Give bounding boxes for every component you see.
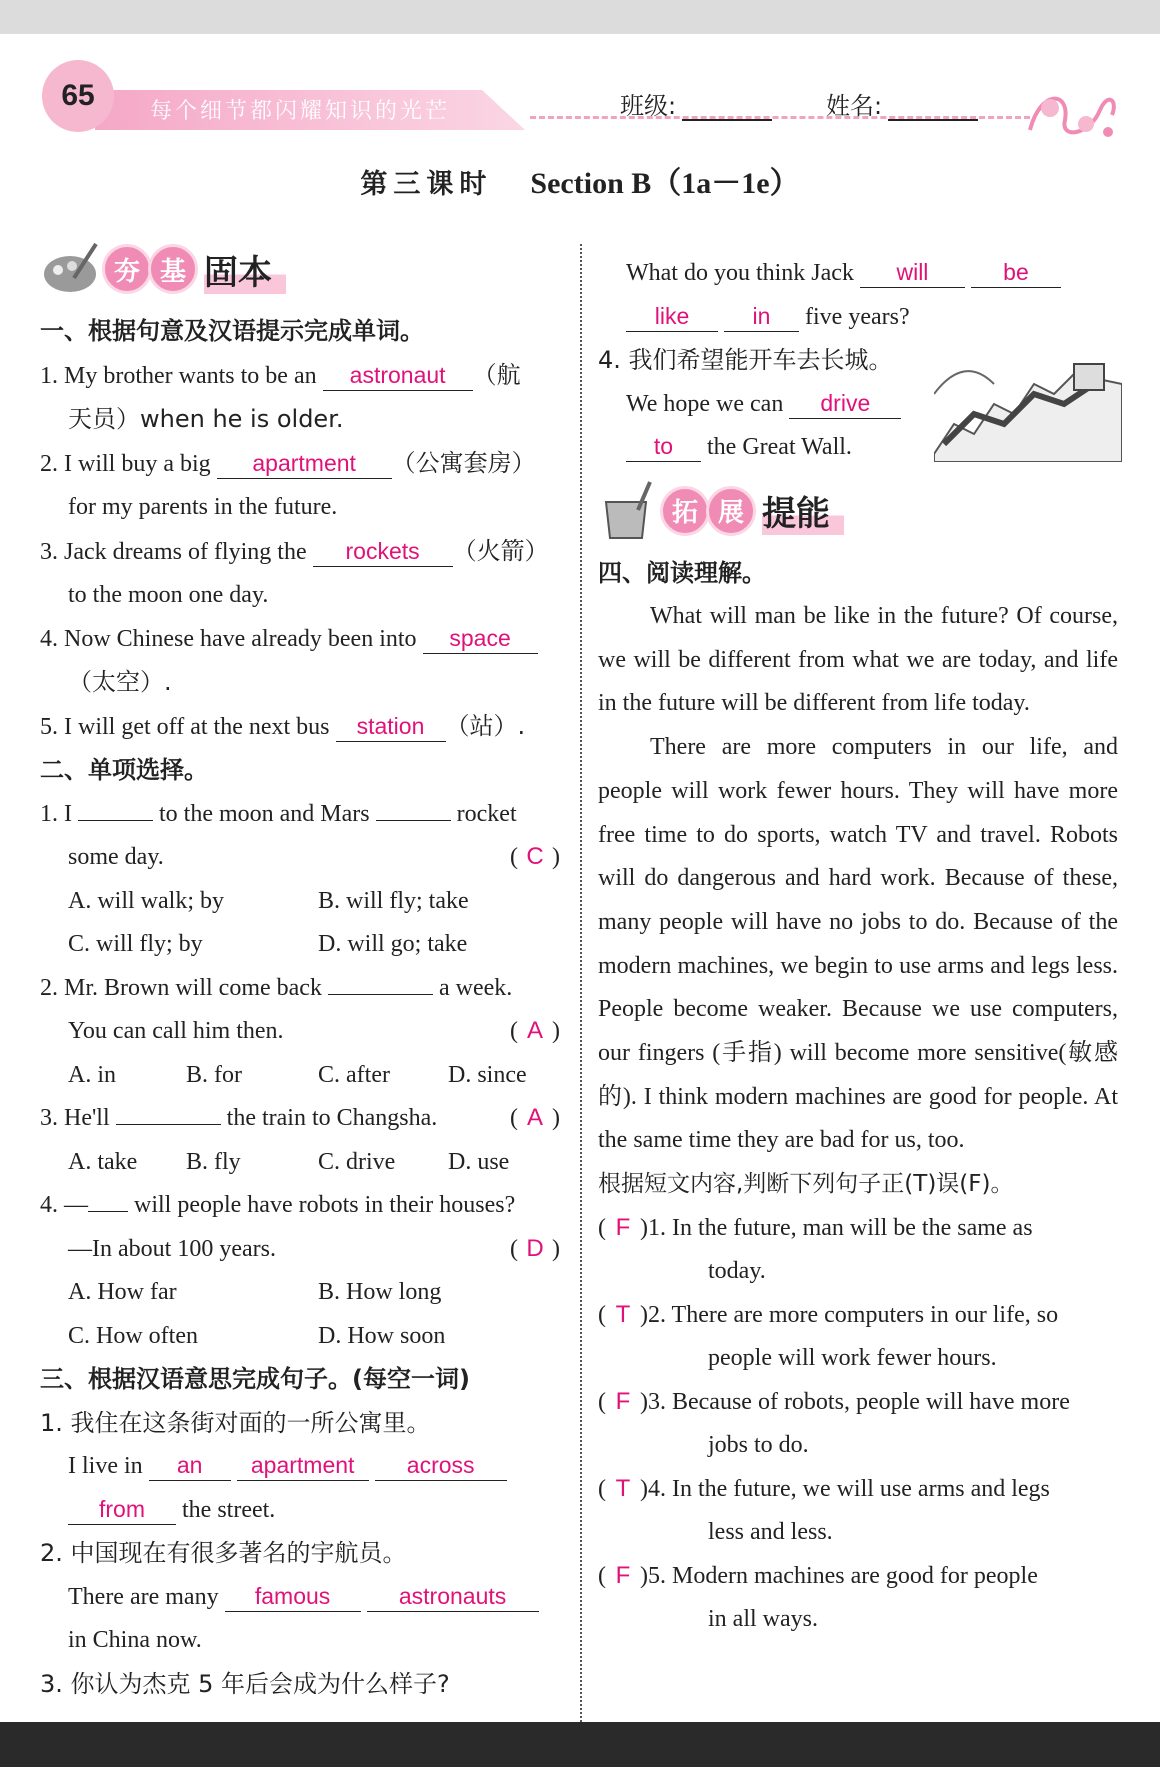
mc-answer[interactable]: A xyxy=(526,1017,543,1044)
p3-s3-pre: What do you think Jack xyxy=(626,260,854,286)
top-bar xyxy=(0,0,1160,34)
tf-text-cont: in all ways. xyxy=(708,1606,818,1633)
mc-q2-c: You can call him then. xyxy=(68,1018,284,1044)
answer-blank[interactable]: rockets xyxy=(313,536,453,567)
tf-text-cont: people will work fewer hours. xyxy=(708,1345,997,1372)
tf-item-1: ( F )1. In the future, man will be the same as xyxy=(598,1213,1033,1241)
name-field xyxy=(826,86,978,121)
option[interactable]: C. after xyxy=(318,1061,390,1088)
badge-char-2: 基 xyxy=(148,244,198,294)
part4-heading: 四、阅读理解。 xyxy=(598,558,766,587)
mc-q1-a: 1. I xyxy=(40,800,72,827)
p1-q4-text: 4. Now Chinese have already been into xyxy=(40,625,417,652)
mc-q2-a: 2. Mr. Brown will come back xyxy=(40,974,322,1001)
answer-blank[interactable]: be xyxy=(971,257,1061,288)
mc-q3-b: the train to Changsha. xyxy=(226,1105,438,1131)
p1-q5-hint: （站）. xyxy=(445,711,526,740)
answer-blank[interactable]: astronaut xyxy=(323,360,473,391)
mc-q4 xyxy=(40,1184,560,1228)
p3-s1-cn: 1. 我住在这条街对面的一所公寓里。 xyxy=(40,1408,431,1437)
reading-paragraph-1: What will man be like in the future? Of course, we will be different from what we are today, and life in the future will be different from life today. xyxy=(598,603,1118,717)
answer-blank[interactable]: famous xyxy=(225,1581,361,1612)
name-blank xyxy=(888,97,978,121)
mc-q2-b: a week. xyxy=(438,974,513,1001)
p1-item1-cont: 天员）when he is older. xyxy=(68,405,344,433)
answer-blank[interactable]: space xyxy=(423,623,538,654)
p3-s4-cn: 4. 我们希望能开车去长城。 xyxy=(598,346,893,374)
tf-text: )4. In the future, we will use arms and legs xyxy=(640,1475,1050,1502)
option[interactable]: C. will fly; by xyxy=(68,931,203,957)
mc-q1-b: to the moon and Mars xyxy=(159,800,370,827)
mc-q4-c: —In about 100 years. xyxy=(68,1235,276,1262)
bottom-bar xyxy=(0,1722,1160,1767)
page-title xyxy=(0,158,1160,202)
tf-item-4: ( T )4. In the future, we will use arms and legs xyxy=(598,1474,1050,1502)
p3-s3-cn: 3. 你认为杰克 5 年后会成为什么样子? xyxy=(40,1669,450,1698)
option[interactable]: B. will fly; take xyxy=(318,887,469,914)
option[interactable]: D. use xyxy=(448,1148,510,1175)
badge-char-1: 夯 xyxy=(102,244,152,294)
answer-blank[interactable]: like xyxy=(626,301,718,332)
p1-item2-cont: for my parents in the future. xyxy=(68,494,338,520)
tf-instruction: 根据短文内容,判断下列句子正(T)误(F)。 xyxy=(598,1171,1014,1198)
p1-q1-text: 1. My brother wants to be an xyxy=(40,362,317,389)
tf-text: )3. Because of robots, people will have more xyxy=(640,1388,1070,1415)
answer-blank[interactable]: across xyxy=(375,1450,507,1481)
p3-s1-post: the street. xyxy=(182,1496,276,1523)
p3-s3-en xyxy=(598,252,1118,296)
extension-badge xyxy=(598,476,1118,546)
tf-text-cont: today. xyxy=(708,1258,766,1285)
mc-answer[interactable]: D xyxy=(526,1234,544,1262)
p3-s4-pre: We hope we can xyxy=(626,390,784,417)
p3-s2-post: in China now. xyxy=(68,1627,202,1653)
mc-q3-opts xyxy=(40,1141,560,1185)
p3-s2-cn: 2. 中国现在有很多著名的宇航员。 xyxy=(40,1539,407,1567)
answer-blank[interactable]: an xyxy=(149,1450,231,1481)
option[interactable]: C. drive xyxy=(318,1148,396,1175)
section-label: Section B（1a－1e） xyxy=(530,167,800,200)
answer-blank[interactable]: to xyxy=(626,431,701,462)
option[interactable]: A. take xyxy=(68,1148,138,1175)
p1-item1 xyxy=(40,354,560,399)
right-column xyxy=(598,252,1118,1642)
tf-item-3: ( F )3. Because of robots, people will have more xyxy=(598,1387,1070,1415)
left-column xyxy=(40,234,560,1706)
answer-blank[interactable]: astronauts xyxy=(367,1581,539,1612)
option[interactable]: A. will walk; by xyxy=(68,887,224,914)
p1-q2-text: 2. I will buy a big xyxy=(40,450,211,477)
mc-q4-a: 4. — xyxy=(40,1192,88,1218)
p3-s4-post: the Great Wall. xyxy=(707,434,852,460)
p1-q3-text: 3. Jack dreams of flying the xyxy=(40,538,307,565)
answer-blank[interactable]: will xyxy=(860,257,965,288)
option[interactable]: A. in xyxy=(68,1061,116,1088)
mc-q2 xyxy=(40,967,560,1011)
paint-palette-icon xyxy=(40,238,102,300)
mc-q4-opts1 xyxy=(40,1271,560,1315)
tf-answer[interactable]: F xyxy=(615,1561,631,1589)
mc-blank[interactable] xyxy=(376,820,451,821)
p3-s1-en2 xyxy=(40,1489,560,1533)
mc-q4-cont xyxy=(40,1228,560,1272)
mc-q4-opts2 xyxy=(40,1315,560,1359)
paint-bucket-icon xyxy=(598,480,660,542)
reading-paragraph-2: There are more computers in our life, and people will work fewer hours. They will have more free time to do sports, watch TV and travel. Robots will do dangerous and hard work. Because of these, many people will have no jobs to do. Because of the modern machines, we begin to use arms and legs less. People become weaker. Because we use computers, our fingers (手指) will become more sensitive(敏感的). I think modern machines are good for people. At the same time they are bad for us, too. xyxy=(598,734,1118,1154)
p1-item4-cont: （太空）. xyxy=(68,668,172,696)
p3-s1-en xyxy=(40,1445,560,1489)
badge-title: 提能 xyxy=(762,486,844,535)
tf-text: )2. There are more computers in our life, so xyxy=(640,1301,1059,1328)
p1-q5-text: 5. I will get off at the next bus xyxy=(40,713,330,740)
p1-item4 xyxy=(40,618,560,662)
tf-answer[interactable]: T xyxy=(615,1474,631,1502)
tf-answer[interactable]: F xyxy=(615,1213,631,1241)
option[interactable]: A. How far xyxy=(68,1279,177,1305)
mc-blank[interactable] xyxy=(78,820,153,821)
answer-blank[interactable]: station xyxy=(336,711,446,742)
part3-heading: 三、根据汉语意思完成句子。(每空一词) xyxy=(40,1365,470,1393)
answer-bracket: ( C ) xyxy=(510,843,560,870)
answer-blank[interactable]: in xyxy=(724,301,799,332)
p3-s3-en2 xyxy=(598,296,1118,340)
option[interactable]: B. How long xyxy=(318,1279,442,1305)
mc-q1 xyxy=(40,793,560,837)
great-wall-illustration-icon xyxy=(934,354,1122,462)
option[interactable]: D. will go; take xyxy=(318,931,468,957)
mc-q4-b: will people have robots in their houses? xyxy=(134,1192,516,1218)
answer-bracket: ( A ) xyxy=(510,1104,560,1131)
mc-q1-cont xyxy=(40,836,560,880)
mc-q1-c: rocket xyxy=(456,800,517,827)
p3-s1-pre: I live in xyxy=(68,1453,143,1479)
answer-blank[interactable]: apartment xyxy=(217,448,392,479)
page-number: 65 xyxy=(42,60,114,132)
p1-item3-cont: to the moon one day. xyxy=(68,582,269,608)
p1-item3 xyxy=(40,530,560,575)
answer-blank[interactable]: from xyxy=(68,1494,176,1525)
option[interactable]: D. since xyxy=(448,1061,527,1088)
option[interactable]: B. fly xyxy=(186,1148,241,1175)
mc-answer[interactable]: C xyxy=(526,843,544,870)
mc-blank[interactable] xyxy=(328,994,433,995)
tf-item-5: ( F )5. Modern machines are good for people xyxy=(598,1561,1038,1589)
badge-char-2: 展 xyxy=(706,486,756,536)
p3-s3-post: five years? xyxy=(805,303,910,330)
tf-answer[interactable]: T xyxy=(615,1300,631,1328)
tf-text: )1. In the future, man will be the same as xyxy=(640,1214,1033,1241)
lesson-label: 第三课时 xyxy=(360,169,493,200)
flower-ornament-icon xyxy=(1020,80,1120,150)
p3-s2-en xyxy=(40,1576,560,1620)
mc-q2-opts xyxy=(40,1054,560,1098)
tf-item-2: ( T )2. There are more computers in our life, so xyxy=(598,1300,1059,1328)
p1-item2 xyxy=(40,442,560,487)
mc-q2-cont xyxy=(40,1010,560,1054)
tf-text: )5. Modern machines are good for people xyxy=(640,1562,1038,1589)
p1-q3-hint: （火箭） xyxy=(452,536,549,565)
answer-bracket: ( A ) xyxy=(510,1017,560,1044)
answer-blank[interactable]: drive xyxy=(789,388,901,419)
name-label: 姓名: xyxy=(826,92,883,120)
part1-heading: 一、根据句意及汉语提示完成单词。 xyxy=(40,317,424,345)
p1-item5 xyxy=(40,705,560,750)
mc-q1-opts2 xyxy=(40,923,560,967)
part2-heading: 二、单项选择。 xyxy=(40,756,208,784)
option[interactable]: D. How soon xyxy=(318,1322,446,1349)
mc-answer[interactable]: A xyxy=(526,1104,543,1131)
option[interactable]: B. for xyxy=(186,1061,242,1088)
slogan: 每个细节都闪耀知识的光芒 xyxy=(150,99,451,124)
worksheet-page xyxy=(0,34,1160,1722)
tf-text-cont: jobs to do. xyxy=(708,1432,809,1459)
mc-q1-opts1 xyxy=(40,880,560,924)
foundation-badge xyxy=(40,234,560,304)
badge-char-1: 拓 xyxy=(660,486,710,536)
p3-s2-pre: There are many xyxy=(68,1583,219,1610)
mc-q1-d: some day. xyxy=(68,844,164,870)
mc-q3 xyxy=(40,1097,560,1141)
class-label: 班级: xyxy=(620,92,677,120)
p1-q2-hint: （公寓套房） xyxy=(391,448,536,477)
tf-answer[interactable]: F xyxy=(615,1387,631,1415)
answer-bracket: ( D ) xyxy=(510,1234,560,1262)
answer-blank[interactable]: apartment xyxy=(237,1450,369,1481)
option[interactable]: C. How often xyxy=(68,1322,198,1349)
p1-q1-hint: （航 xyxy=(472,360,521,389)
mc-q3-a: 3. He'll xyxy=(40,1105,110,1131)
mc-blank[interactable] xyxy=(88,1211,128,1212)
tf-text-cont: less and less. xyxy=(708,1519,833,1546)
badge-title: 固本 xyxy=(204,245,286,294)
mc-blank[interactable] xyxy=(116,1124,221,1125)
class-field xyxy=(620,86,772,121)
column-divider xyxy=(580,244,582,1734)
class-blank xyxy=(682,97,772,121)
